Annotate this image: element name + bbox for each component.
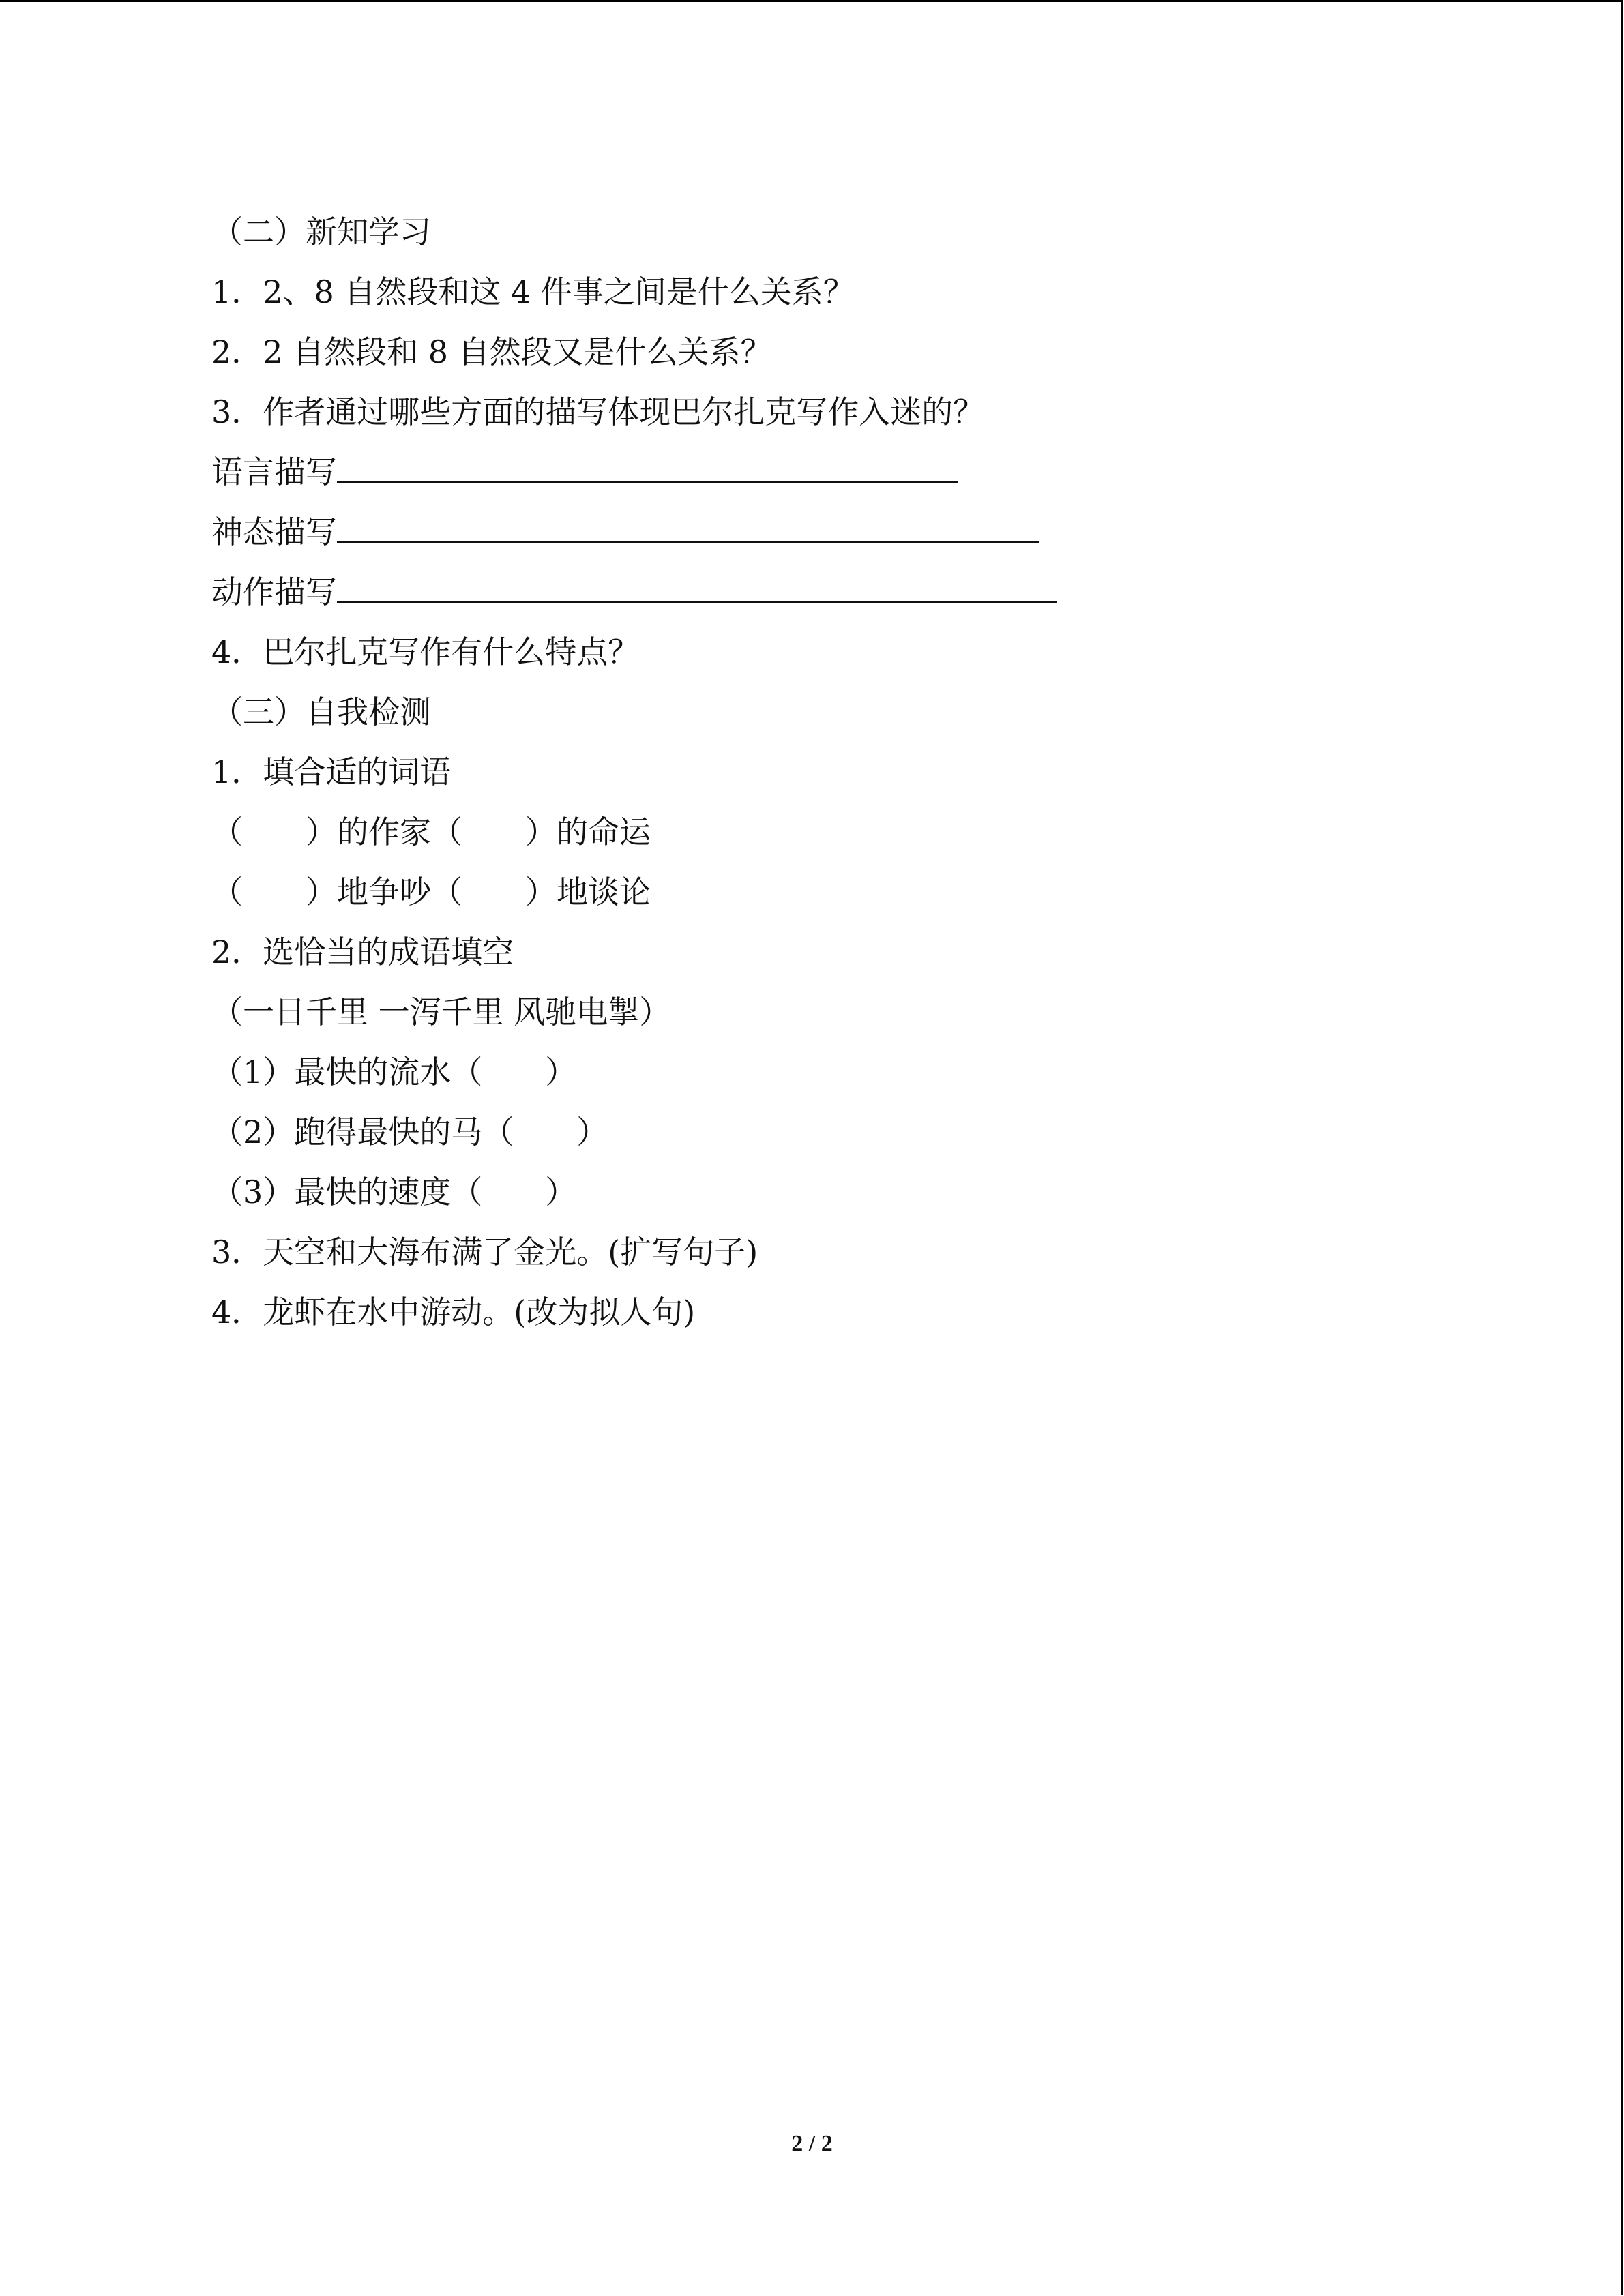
check-question-1: 1．填合适的词语	[211, 754, 452, 790]
fill-label-expression: 神态描写	[211, 513, 337, 550]
idiom-item-1: （1）最快的流水（ ）	[211, 1054, 577, 1090]
check-question-1-row-b: （ ）地争吵（ ）地谈论	[211, 874, 651, 910]
check-question-4: 4．龙虾在水中游动。(改为拟人句)	[211, 1294, 696, 1330]
fill-label-action: 动作描写	[211, 573, 337, 610]
check-question-3: 3．天空和大海布满了金光。(扩写句子)	[211, 1234, 758, 1270]
fill-row-action	[211, 571, 1057, 612]
fill-row-expression	[211, 511, 1039, 552]
question-3: 3．作者通过哪些方面的描写体现巴尔扎克写作入迷的？	[211, 393, 985, 430]
question-4: 4．巴尔扎克写作有什么特点？	[211, 633, 640, 670]
answer-blank-language[interactable]	[337, 454, 958, 483]
idiom-item-2: （2）跑得最快的马（ ）	[211, 1114, 608, 1150]
idiom-options: （一日千里 一泻千里 风驰电掣）	[211, 994, 671, 1030]
fill-label-language: 语言描写	[211, 453, 337, 490]
answer-blank-action[interactable]	[337, 574, 1057, 603]
idiom-item-3: （3）最快的速度（ ）	[211, 1174, 577, 1210]
question-2: 2．2 自然段和 8 自然段又是什么关系？	[211, 333, 772, 370]
question-1: 1．2、8 自然段和这 4 件事之间是什么关系？	[211, 273, 855, 310]
check-question-2: 2．选恰当的成语填空	[211, 934, 514, 970]
page-number: 2 / 2	[791, 2131, 833, 2156]
fill-row-language	[211, 451, 958, 492]
check-question-1-row-a: （ ）的作家（ ）的命运	[211, 814, 651, 850]
section-heading-self-check: （三）自我检测	[211, 694, 431, 730]
answer-blank-expression[interactable]	[337, 514, 1039, 543]
section-heading-new-knowledge: （二）新知学习	[211, 213, 431, 250]
